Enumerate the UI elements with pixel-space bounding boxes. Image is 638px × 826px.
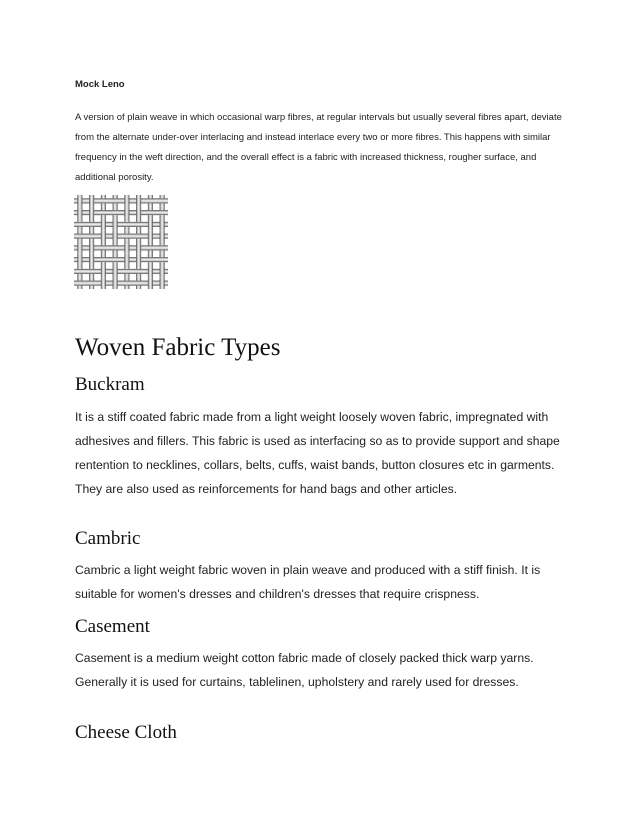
warp-thread-segment [113,250,118,253]
warp-thread-segment [148,266,153,278]
warp-thread-segment [160,207,165,210]
warp-thread-segment [136,227,141,230]
warp-thread-segment [101,207,106,210]
warp-thread-segment [77,219,82,222]
warp-thread-segment [136,277,141,280]
warp-thread-segment [160,242,165,245]
warp-thread-segment [89,195,94,207]
warp-thread-segment [113,203,118,206]
woven-fabric-types-heading: Woven Fabric Types [75,334,281,361]
warp-thread-segment [113,242,118,245]
warp-thread-segment [113,266,118,278]
warp-thread-segment [124,219,129,222]
warp-thread-segment [160,230,165,242]
warp-thread-segment [160,254,165,257]
weft-thread [74,269,168,274]
warp-thread-segment [148,219,153,231]
section-title-cambric: Cambric [75,528,141,549]
warp-thread-segment [124,239,129,242]
section-title-cheese-cloth: Cheese Cloth [75,722,177,743]
weave-diagram-image [74,195,168,289]
warp-thread-segment [89,254,94,266]
warp-thread-segment [101,266,106,278]
warp-thread-segment [160,195,165,198]
weft-thread [74,245,168,250]
section-text-buckram: It is a stiff coated fabric made from a light weight loosely woven fabric, impregnated with adhesives and fillers. This fabric is used as interfacing so as to provide support and shape rentention to necklines, collars, belts, cuffs, waist bands, button closures etc in garments. They are also used as reinforcements for hand bags and other articles. [75,410,560,496]
warp-thread-segment [160,215,165,218]
warp-thread-segment [124,266,129,269]
warp-thread-segment [148,242,153,245]
warp-thread-segment [124,242,129,254]
warp-thread-segment [136,230,141,233]
warp-thread-segment [113,219,118,231]
weft-thread [74,222,168,227]
weft-thread [74,281,168,286]
warp-thread-segment [77,227,82,230]
warp-thread-segment [160,262,165,265]
section-text-cambric: Cambric a light weight fabric woven in plain weave and produced with a stiff finish. It is suitable for women's dresses and children's dresses that require crispness. [75,563,541,601]
warp-thread-segment [89,242,94,254]
warp-thread-segment [89,227,94,230]
weft-thread [74,234,168,239]
warp-thread-segment [101,195,106,198]
warp-thread-segment [124,277,129,280]
warp-thread-segment [77,195,82,207]
warp-thread-segment [113,230,118,242]
weft-thread [74,257,168,262]
warp-thread-segment [101,262,106,265]
warp-thread-segment [101,230,106,242]
weft-thread [74,210,168,215]
warp-thread-segment [160,277,165,289]
warp-thread-segment [136,207,141,219]
warp-thread-segment [124,254,129,266]
warp-thread-segment [101,203,106,206]
weft-thread [74,198,168,203]
warp-thread-segment [136,274,141,277]
warp-thread-segment [136,286,141,289]
warp-thread-segment [77,242,82,254]
warp-thread-segment [101,242,106,245]
warp-thread-segment [101,215,106,218]
warp-thread-segment [101,254,106,257]
warp-thread-segment [89,286,94,289]
mock-leno-title: Mock Leno [75,79,125,90]
mock-leno-paragraph: A version of plain weave in which occasional warp fibres, at regular intervals but usually several fibres apart, deviate from the alternate under-over interlacing and instead interlace every two or more fibres. This happens with similar frequency in the weft direction, and the overall effect is a fabric with increased thickness, rougher surface, and additional porosity. [75,112,562,183]
warp-thread-segment [124,207,129,219]
warp-thread-segment [148,195,153,198]
warp-thread-segment [124,274,129,277]
warp-thread-segment [113,195,118,198]
warp-thread-segment [89,266,94,269]
warp-thread-segment [101,250,106,253]
warp-thread-segment [101,219,106,231]
warp-thread-segment [160,266,165,278]
warp-thread-segment [89,239,94,242]
warp-thread-segment [148,277,153,289]
warp-thread-segment [77,277,82,280]
warp-thread-segment [113,207,118,210]
warp-thread-segment [124,230,129,233]
warp-thread-segment [136,239,141,242]
warp-thread-segment [160,219,165,231]
warp-thread-segment [77,254,82,266]
warp-thread-segment [148,262,153,265]
warp-thread-segment [136,195,141,207]
warp-thread-segment [136,266,141,269]
warp-thread-segment [136,254,141,266]
warp-thread-segment [113,262,118,265]
warp-thread-segment [113,277,118,289]
warp-thread-segment [124,227,129,230]
section-text-casement: Casement is a medium weight cotton fabric made of closely packed thick warp yarns. Generally it is used for curtains, tablelinen, upholstery and rarely used for dresses. [75,651,534,689]
warp-thread-segment [160,250,165,253]
warp-thread-segment [77,286,82,289]
warp-thread-segment [89,230,94,233]
warp-thread-segment [89,277,94,280]
warp-thread-segment [89,207,94,219]
warp-thread-segment [89,219,94,222]
warp-thread-segment [77,274,82,277]
warp-thread-segment [124,195,129,207]
warp-thread-segment [148,230,153,242]
warp-thread-segment [77,239,82,242]
section-title-casement: Casement [75,616,150,637]
warp-thread-segment [160,203,165,206]
warp-thread-segment [124,286,129,289]
warp-thread-segment [136,242,141,254]
warp-thread-segment [77,230,82,233]
warp-thread-segment [148,250,153,253]
warp-thread-segment [113,215,118,218]
warp-thread-segment [89,274,94,277]
warp-thread-segment [101,277,106,289]
warp-thread-segment [148,203,153,206]
warp-thread-segment [148,207,153,210]
warp-thread-segment [113,254,118,257]
section-title-buckram: Buckram [75,374,145,395]
warp-thread-segment [148,254,153,257]
warp-thread-segment [148,215,153,218]
warp-thread-segment [77,207,82,219]
warp-thread-segment [77,266,82,269]
warp-thread-segment [136,219,141,222]
